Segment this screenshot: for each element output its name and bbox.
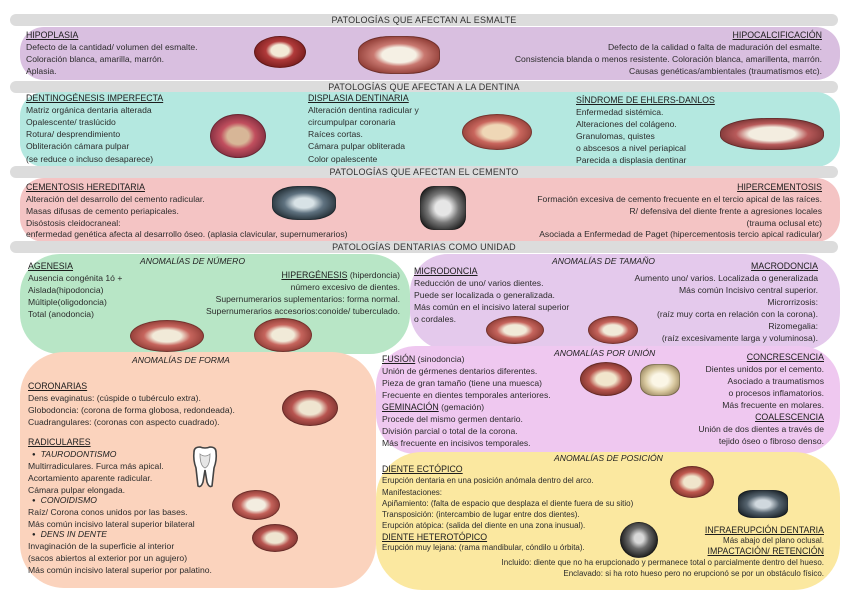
- dentinogenesis-line-2: Opalescente/ traslúcido: [26, 117, 116, 127]
- coronarias-line-2: Globodoncia: (corona de forma globosa, redondeada).: [28, 405, 235, 415]
- displasia-line-3: Raíces cortas.: [308, 129, 363, 139]
- dens-in-dente-title: [32, 529, 107, 540]
- impactacion-title: IMPACTACIÓN/ RETENCIÓN: [707, 546, 824, 556]
- section-header-dentin: PATOLOGÍAS QUE AFECTAN A LA DENTINA: [10, 81, 838, 93]
- ectopico-title: DIENTE ECTÓPICO: [382, 464, 463, 474]
- agenesia-line-3: Múltiple(oligodoncia): [28, 297, 107, 307]
- hipocalcificacion-line-1: Defecto de la calidad o falta de maduración del esmalte.: [607, 42, 822, 52]
- taurodontismo-label: TAURODONTISMO: [40, 449, 117, 459]
- microdoncia-line-2: Puede ser localizada o generalizada.: [414, 290, 555, 300]
- macrodoncia-teeth-photo: [588, 316, 638, 344]
- agenesia-title: AGENESIA: [28, 261, 73, 271]
- hipocalcificacion-title: HIPOCALCIFICACIÓN: [732, 30, 822, 40]
- macrodoncia-line-5: Rizomegalia:: [768, 321, 818, 331]
- section-header-unit: PATOLOGÍAS DENTARIAS COMO UNIDAD: [10, 241, 838, 253]
- dentinogenesis-teeth-photo: [210, 114, 266, 158]
- hipergenesis-teeth-photo: [254, 318, 312, 352]
- coalescencia-line-2: tejido óseo o fibroso denso.: [718, 436, 824, 446]
- fusion-line-2: Pieza de gran tamaño (tiene una muesca): [382, 378, 543, 388]
- geminacion-line-3: Más frecuente en incisivos temporales.: [382, 438, 531, 448]
- hipergenesis-line-3: Supernumerarios accesorios:conoide/ tuberculado.: [206, 306, 400, 316]
- fusion-line-3: Frecuente en dientes temporales anteriores.: [382, 390, 551, 400]
- concrescencia-line-4: Más frecuente en molares.: [722, 400, 824, 410]
- coalescencia-line-1: Unión de dos dientes a través de: [698, 424, 824, 434]
- hipoplasia-line-2: Coloración blanca, amarilla, marrón.: [26, 54, 165, 64]
- impactacion-line-1: Incluido: diente que no ha erupcionado y permanece total o parcialmente dentro del hueso.: [501, 558, 824, 567]
- dens-in-dente-teeth-photo: [252, 524, 298, 552]
- conoidismo-title: [32, 495, 97, 506]
- form-anomalies-heading: ANOMALÍAS DE FORMA: [132, 355, 230, 365]
- displasia-line-4: Cámara pulpar obliterada: [308, 141, 405, 151]
- macrodoncia-line-1: Aumento uno/ varios. Localizada o generalizada: [634, 273, 818, 283]
- cementosis-xray-photo: [272, 186, 336, 220]
- macrodoncia-title: MACRODONCIA: [751, 261, 818, 271]
- macrodoncia-line-4: (raíz muy corta en relación con la corona).: [657, 309, 818, 319]
- section-header-enamel: PATOLOGÍAS QUE AFECTAN AL ESMALTE: [10, 14, 838, 26]
- concrescencia-title: CONCRESCENCIA: [746, 352, 824, 362]
- ectopico-line-3: Apiñamiento: (falta de espacio que desplaza el diente fuera de su sitio): [382, 499, 634, 508]
- hipercementosis-line-1: Formación excesiva de cemento frecuente en el tercio apical de las raíces.: [537, 194, 822, 204]
- ehlers-title: SÍNDROME DE EHLERS-DANLOS: [576, 95, 715, 105]
- hipoplasia-line-3: Aplasia.: [26, 66, 57, 76]
- displasia-title: DISPLASIA DENTINARIA: [308, 93, 409, 103]
- size-anomalies-heading: ANOMALÍAS DE TAMAÑO: [552, 256, 655, 266]
- dens-in-dente-label: DENS IN DENTE: [40, 529, 107, 539]
- hipercementosis-title: HIPERCEMENTOSIS: [737, 182, 822, 192]
- hipercementosis-line-3: (trauma oclusal etc): [746, 218, 822, 228]
- coronarias-line-1: Dens evaginatus: (cúspide o tubérculo extra).: [28, 393, 201, 403]
- geminacion-line-2: División parcial o total de la corona.: [382, 426, 518, 436]
- hipocalcificacion-line-2: Consistencia blanda o menos resistente. Coloración blanca, amarillenta, marrón.: [514, 54, 822, 64]
- microdoncia-title: MICRODONCIA: [414, 266, 478, 276]
- concrescencia-line-2: Asociado a traumatismos: [727, 376, 824, 386]
- ectopico-line-2: Manifestaciones:: [382, 488, 443, 497]
- fusion-teeth-photo: [580, 362, 632, 396]
- hipocalcificacion-line-3: Causas genéticas/ambientales (traumatismos etc).: [629, 66, 822, 76]
- radiculares-title: RADICULARES: [28, 437, 91, 447]
- infraerupcion-line-1: Más abajo del plano oclusal.: [723, 536, 824, 545]
- ehlers-line-4: o abscesos a nivel periapical: [576, 143, 686, 153]
- ectopico-line-5: Erupción atópica: (salida del diente en una zona inusual).: [382, 521, 586, 530]
- geminacion-tooth-photo: [640, 364, 680, 396]
- ehlers-line-2: Alteraciones del colágeno.: [576, 119, 677, 129]
- macrodoncia-line-6: (raíz excesivamente larga y voluminosa).: [661, 333, 818, 343]
- hipoplasia-title: HIPOPLASIA: [26, 30, 79, 40]
- hipergenesis-line-1: número excesivo de dientes.: [290, 282, 400, 292]
- heterotopico-skull-photo: [620, 522, 658, 558]
- concrescencia-line-1: Dientes unidos por el cemento.: [705, 364, 824, 374]
- dens-in-dente-line-2: (sacos abiertos al exterior por un agujero): [28, 553, 188, 563]
- fusion-heading: [382, 354, 464, 365]
- union-anomalies-heading: ANOMALÍAS POR UNIÓN: [554, 348, 656, 358]
- agenesia-line-1: Ausencia congénita 1ó +: [28, 273, 123, 283]
- coronarias-title: CORONARIAS: [28, 381, 88, 391]
- position-anomalies-heading: ANOMALÍAS DE POSICIÓN: [554, 453, 663, 463]
- macrodoncia-line-2: Más común Incisivo central superior.: [679, 285, 818, 295]
- impactacion-line-2: Enclavado: si ha roto hueso pero no erupcionó se por un obstáculo físico.: [563, 569, 824, 578]
- infraerupcion-xray-photo: [738, 490, 788, 518]
- displasia-line-1: Alteración dentina radicular y: [308, 105, 419, 115]
- dentinogenesis-line-5: (se reduce o incluso desaparece): [26, 154, 154, 164]
- displasia-teeth-photo: [462, 114, 532, 150]
- agenesia-teeth-photo: [130, 320, 204, 352]
- displasia-line-2: circumpulpar coronaria: [308, 117, 396, 127]
- hipergenesis-suffix: (hiperdoncia): [349, 270, 400, 280]
- dentinogenesis-title: DENTINOGÉNESIS IMPERFECTA: [26, 93, 164, 103]
- ectopico-line-4: Transposición: (intercambio de lugar entre dos dientes).: [382, 510, 580, 519]
- dentinogenesis-line-1: Matriz orgánica dentaria alterada: [26, 105, 152, 115]
- macrodoncia-line-3: Microrrizosis:: [767, 297, 818, 307]
- fusion-suffix: (sinodoncia): [417, 354, 465, 364]
- taurodontismo-title: [32, 449, 116, 460]
- coalescencia-title: COALESCENCIA: [755, 412, 824, 422]
- hipercementosis-line-4: Asociada a Enfermedad de Paget (hipercementosis tercio apical radicular): [539, 229, 822, 239]
- ectopico-line-1: Erupción dentaria en una posición anómala dentro del arco.: [382, 476, 594, 485]
- hipercementosis-xray-photo: [420, 186, 466, 230]
- hipoplasia-teeth-photo: [254, 36, 306, 68]
- taurodontismo-line-2: Acortamiento aparente radicular.: [28, 473, 153, 483]
- cementosis-line-2: Masas difusas de cemento periapicales.: [26, 206, 179, 216]
- number-anomalies-heading: ANOMALÍAS DE NÚMERO: [140, 256, 246, 266]
- section-header-cement: PATOLOGÍAS QUE AFECTAN EL CEMENTO: [10, 166, 838, 178]
- microdoncia-teeth-photo: [486, 316, 544, 344]
- cementosis-line-1: Alteración del desarrollo del cemento radicular.: [26, 194, 205, 204]
- hipergenesis-line-2: Supernumerarios suplementarios: forma normal.: [215, 294, 400, 304]
- cementosis-line-4: enfermedad genética afecta al desarrollo óseo. (aplasia clavicular, supernumerarios): [26, 229, 348, 239]
- conoidismo-line-2: Más común incisivo lateral superior bilateral: [28, 519, 195, 529]
- coronarias-teeth-photo: [282, 390, 338, 426]
- fusion-line-1: Unión de gérmenes dentarios diferentes.: [382, 366, 538, 376]
- ectopico-teeth-photo: [670, 466, 714, 498]
- ehlers-line-5: Parecida a displasia dentinar: [576, 155, 687, 165]
- ehlers-teeth-photo: [720, 118, 824, 150]
- hipercementosis-line-2: R/ defensiva del diente frente a agresiones locales: [629, 206, 822, 216]
- concrescencia-line-3: o procesos inflamatorios.: [728, 388, 824, 398]
- hipergenesis-heading: [281, 270, 400, 281]
- conoidismo-teeth-photo: [232, 490, 280, 520]
- heterotopico-line-1: Erupción muy lejana: (rama mandibular, cóndilo u órbita).: [382, 543, 585, 552]
- dentinogenesis-line-3: Rotura/ desprendimiento: [26, 129, 121, 139]
- hipoplasia-line-1: Defecto de la cantidad/ volumen del esmalte.: [26, 42, 198, 52]
- hipergenesis-title: HIPERGÉNESIS: [281, 270, 348, 280]
- microdoncia-line-3: Más común en el incisivo lateral superior: [414, 302, 570, 312]
- microdoncia-line-4: o cordales.: [414, 314, 457, 324]
- agenesia-line-2: Aislada(hipodoncia): [28, 285, 104, 295]
- ehlers-line-3: Granulomas, quistes: [576, 131, 655, 141]
- cementosis-title: CEMENTOSIS HEREDITARIA: [26, 182, 145, 192]
- molar-tooth-icon: [190, 446, 220, 488]
- conoidismo-label: CONOIDISMO: [40, 495, 97, 505]
- heterotopico-title: DIENTE HETEROTÓPICO: [382, 532, 488, 542]
- dentinogenesis-line-4: Obliteración cámara pulpar: [26, 141, 130, 151]
- dens-in-dente-line-3: Más común incisivo lateral superior por palatino.: [28, 565, 212, 575]
- ehlers-line-1: Enfermedad sistémica.: [576, 107, 664, 117]
- displasia-line-5: Color opalescente: [308, 154, 378, 164]
- geminacion-suffix: (gemación): [441, 402, 485, 412]
- geminacion-line-1: Procede del mismo germen dentario.: [382, 414, 523, 424]
- geminacion-title: GEMINACIÓN: [382, 402, 439, 412]
- agenesia-line-4: Total (anodoncia): [28, 309, 94, 319]
- geminacion-heading: [382, 402, 484, 413]
- cementosis-line-3: Disóstosis cleidocraneal:: [26, 218, 121, 228]
- taurodontismo-line-1: Multirradiculares. Furca más apical.: [28, 461, 164, 471]
- coronarias-line-3: Cuadrangulares: (coronas con aspecto cuadrado).: [28, 417, 220, 427]
- dens-in-dente-line-1: Invaginación de la superficie al interior: [28, 541, 175, 551]
- microdoncia-line-1: Reducción de uno/ varios dientes.: [414, 278, 544, 288]
- fusion-title: FUSIÓN: [382, 354, 416, 364]
- infraerupcion-title: INFRAERUPCIÓN DENTARIA: [704, 525, 824, 535]
- hipoplasia-teeth-photo-2: [358, 36, 440, 74]
- taurodontismo-line-3: Cámara pulpar elongada.: [28, 485, 125, 495]
- conoidismo-line-1: Raíz/ Corona conos unidos por las bases.: [28, 507, 188, 517]
